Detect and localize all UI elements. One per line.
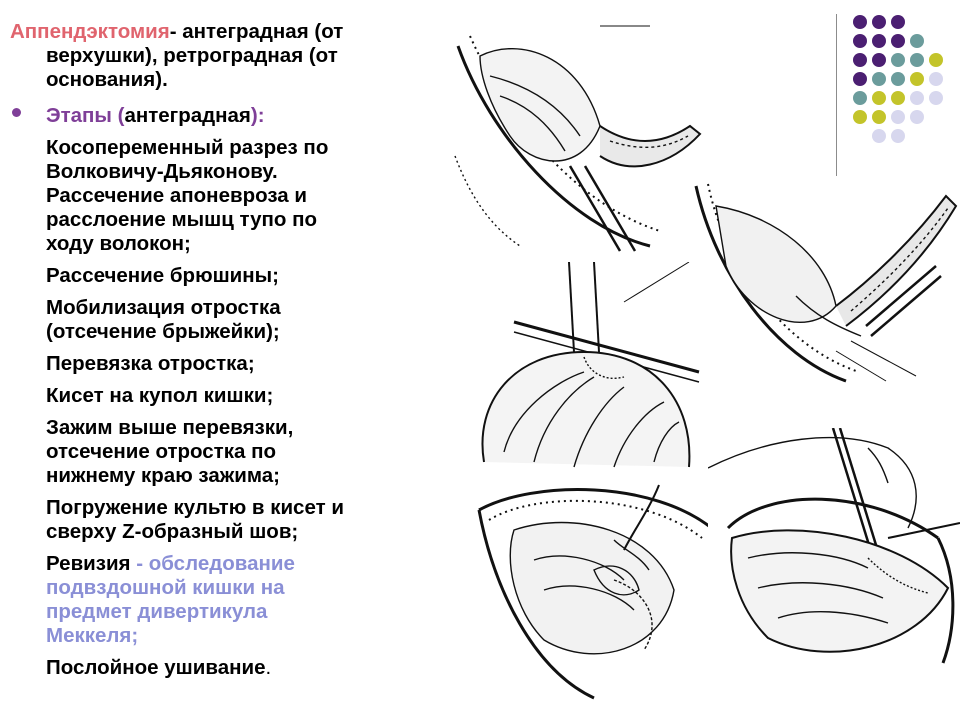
step-line: Кисет на купол кишки; — [46, 384, 274, 407]
decorative-dot — [910, 34, 924, 48]
stages-mid: антеградная — [124, 104, 251, 127]
decorative-dot — [872, 91, 886, 105]
revision-line-3: Меккеля; — [46, 624, 139, 647]
stages-label: Этапы ( — [46, 104, 125, 127]
step-item — [10, 264, 450, 288]
decorative-dot — [929, 53, 943, 67]
decorative-dot — [872, 15, 886, 29]
decorative-dot — [853, 15, 867, 29]
step-line: Перевязка отростка; — [46, 352, 255, 375]
step-line: (отсечение брыжейки); — [46, 320, 280, 343]
decorative-dot — [891, 91, 905, 105]
revision-line-2: предмет дивертикула — [46, 600, 268, 623]
clamp-ligation-illustration — [474, 262, 704, 474]
decorative-dot — [853, 110, 867, 124]
appendix-mobilization-illustration — [686, 176, 960, 388]
step-item — [10, 496, 450, 544]
decorative-dot — [929, 91, 943, 105]
heading-line1-rest: - антеградная (от — [169, 20, 344, 43]
revision-dash-text: - обследование — [130, 552, 295, 575]
step-line: Рассечение брюшины; — [46, 264, 279, 287]
step-line: Рассечение апоневроза и — [46, 184, 307, 207]
decorative-dot — [891, 129, 905, 143]
decorative-dot — [872, 110, 886, 124]
decorative-dot — [872, 34, 886, 48]
decorative-dot — [872, 53, 886, 67]
step-line: Мобилизация отростка — [46, 296, 281, 319]
decorative-dot — [891, 15, 905, 29]
decorative-dot — [910, 110, 924, 124]
step-line: нижнему краю зажима; — [46, 464, 280, 487]
decorative-dot — [910, 72, 924, 86]
heading-line-1 — [10, 20, 450, 44]
decorative-dot — [910, 53, 924, 67]
decorative-dot — [853, 72, 867, 86]
decorative-dot — [872, 72, 886, 86]
step-line: отсечение отростка по — [46, 440, 276, 463]
decorative-dot — [853, 53, 867, 67]
step-final — [10, 656, 450, 680]
text-column — [10, 20, 450, 680]
stump-invagination-illustration — [708, 428, 960, 672]
steps-list — [10, 136, 450, 544]
divider-line — [836, 14, 837, 177]
step-revision — [10, 552, 450, 648]
decorative-dot — [910, 91, 924, 105]
heading-line-3: основания). — [46, 68, 168, 91]
step-line: Зажим выше перевязки, — [46, 416, 294, 439]
heading-highlight: Аппендэктомия — [10, 20, 170, 43]
decorative-dot — [891, 34, 905, 48]
step-line: Погружение культю в кисет и — [46, 496, 344, 519]
step-item — [10, 352, 450, 376]
heading-line-2: верхушки), ретроградная (от — [46, 44, 338, 67]
step-line: расслоение мышц тупо по — [46, 208, 317, 231]
step-item — [10, 296, 450, 344]
step-line: Косопеременный разрез по — [46, 136, 329, 159]
step-line: сверху Z-образный шов; — [46, 520, 299, 543]
revision-word: Ревизия — [46, 552, 131, 575]
final-step-text: Послойное ушивание — [46, 656, 266, 679]
step-item — [10, 416, 450, 488]
step-item — [10, 136, 450, 256]
purse-string-suture-illustration — [474, 470, 730, 700]
decorative-dot — [891, 72, 905, 86]
appendix-exposure-illustration — [450, 16, 710, 252]
revision-line-1: подвздошной кишки на — [46, 576, 285, 599]
stages-heading — [10, 104, 450, 128]
final-step-dot: . — [265, 656, 272, 679]
step-line: Волковичу-Дьяконову. — [46, 160, 278, 183]
decorative-dot — [853, 91, 867, 105]
decorative-dot — [891, 110, 905, 124]
bullet-icon — [12, 108, 21, 117]
decorative-dot — [929, 72, 943, 86]
decorative-dot — [891, 53, 905, 67]
decorative-dots — [850, 14, 950, 154]
decorative-dot — [872, 129, 886, 143]
stages-close: ): — [250, 104, 265, 127]
step-line: ходу волокон; — [46, 232, 191, 255]
step-item — [10, 384, 450, 408]
decorative-dot — [853, 34, 867, 48]
